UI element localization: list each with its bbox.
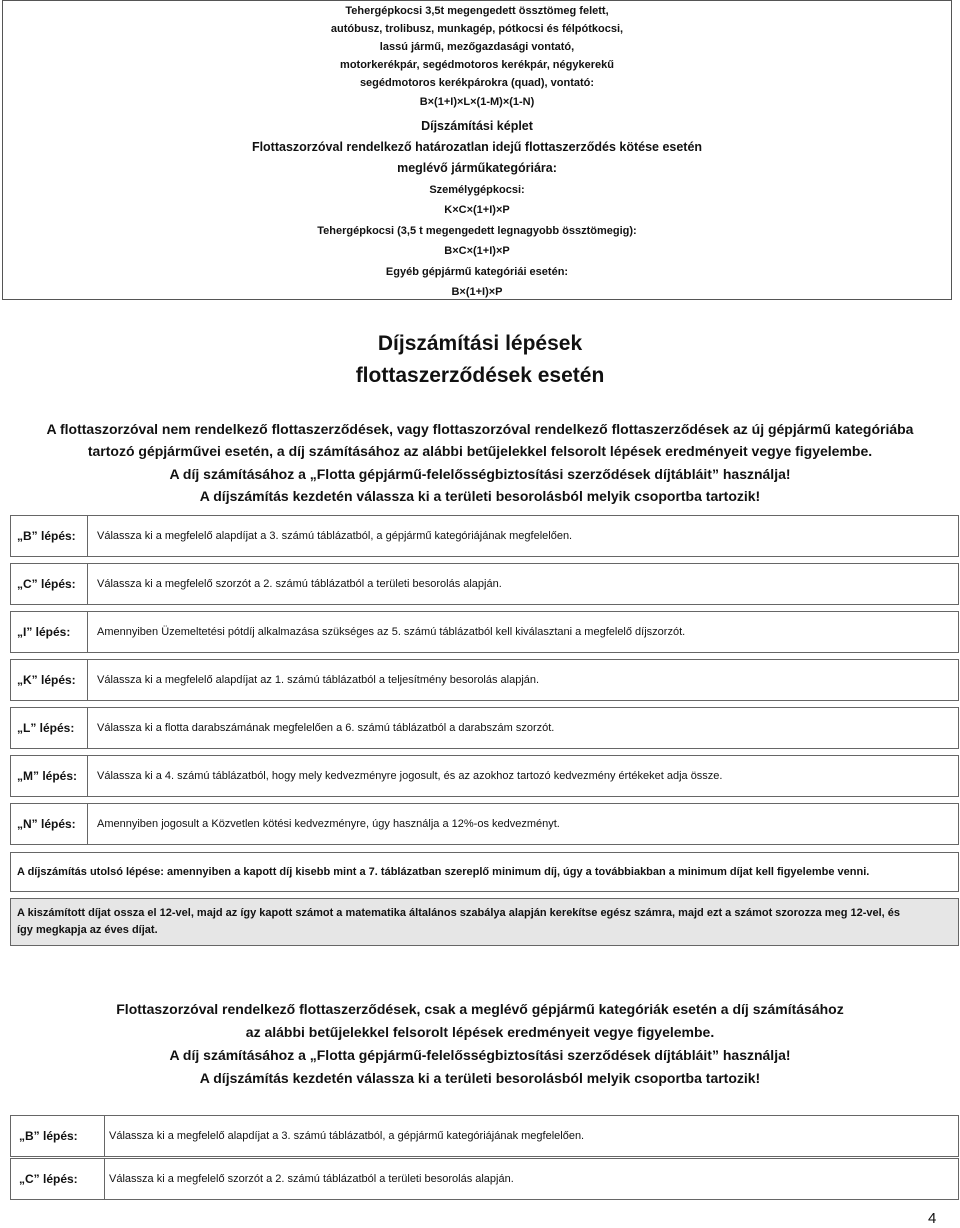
step-text: Válassza ki a megfelelő alapdíjat a 3. számú táblázatból, a gépjármű kategóriájának megfelelően. (97, 530, 573, 542)
vehicle-formula: B×(1+I)×L×(1-M)×(1-N) (419, 96, 535, 108)
formula-subtitle-1: Flottaszorzóval rendelkező határozatlan idejű flottaszerződés kötése esetén (251, 140, 703, 154)
step-label: „N” lépés: (11, 804, 88, 844)
step-text: Válassza ki a megfelelő alapdíjat a 3. számú táblázatból, a gépjármű kategóriájának megfelelően. (109, 1130, 585, 1142)
category-3-label: Egyéb gépjármű kategóriái esetén: (385, 266, 569, 278)
last-step-note: A díjszámítás utolsó lépése: amennyiben a kapott díj kisebb mint a 7. táblázatban szereplő minimum díj, úgy a továbbiakban a minimum díjat kell figyelembe venni. (10, 852, 959, 892)
category-1-label: Személygépkocsi: (429, 184, 525, 196)
annual-fee-line-1: A kiszámított díjat ossza el 12-vel, majd az így kapott számot a matematika általános szabálya alapján kerekítse egész számra, majd ezt a számot szorozza meg 12-vel, és (17, 907, 901, 919)
formula-title: Díjszámítási képlet (421, 119, 533, 133)
vehicle-list-line-1: Tehergépkocsi 3,5t megengedett össztömeg felett, (345, 5, 609, 17)
vehicle-list-line-5: segédmotoros kerékpárokra (quad), vontató: (359, 77, 595, 89)
category-1-formula: K×C×(1+I)×P (444, 204, 510, 216)
intro-line-4: A díjszámítás kezdetén válassza ki a területi besorolásból melyik csoportba tartozik! (199, 488, 761, 504)
step-text: Válassza ki a 4. számú táblázatból, hogy mely kedvezményre jogosult, és az azokhoz tartozó kedvezmény értékeket adja össze. (97, 770, 723, 782)
vehicle-list-line-3: lassú jármű, mezőgazdasági vontató, (379, 41, 575, 53)
step-row-k (10, 659, 959, 701)
step-text: Válassza ki a megfelelő szorzót a 2. számú táblázatból a területi besorolás alapján. (97, 578, 502, 590)
step-text: Amennyiben Üzemeltetési pótdíj alkalmazása szükséges az 5. számú táblázatból kell kiválasztani a megfelelő díjszorzót. (97, 626, 686, 638)
intro-line-1: A flottaszorzóval nem rendelkező flottaszerződések, vagy flottaszorzóval rendelkező flottaszerződések az új gépjármű kategóriába (46, 421, 914, 437)
second-intro-line-3: A díj számításához a „Flotta gépjármű-felelősségbiztosítási szerződések díjtábláit” használja! (169, 1047, 791, 1063)
step-row-i (10, 611, 959, 653)
step-label: „B” lépés: (11, 516, 88, 556)
formula-box (2, 0, 952, 300)
step-label: „B” lépés: (11, 1116, 105, 1156)
step-label: „I” lépés: (11, 612, 88, 652)
step-text: Válassza ki a flotta darabszámának megfelelően a 6. számú táblázatból a darabszám szorzót. (97, 722, 555, 734)
step-label: „L” lépés: (11, 708, 88, 748)
step-label: „C” lépés: (11, 564, 88, 604)
category-2-formula: B×C×(1+I)×P (444, 245, 510, 257)
step-row-l (10, 707, 959, 749)
intro-line-3: A díj számításához a „Flotta gépjármű-felelősségbiztosítási szerződések díjtábláit” használja! (169, 466, 791, 482)
step-row-n (10, 803, 959, 845)
annual-fee-note (10, 898, 959, 946)
step-label: „C” lépés: (11, 1159, 105, 1199)
step-label: „M” lépés: (11, 756, 88, 796)
category-2-label: Tehergépkocsi (3,5 t megengedett legnagyobb össztömegig): (317, 225, 637, 237)
step2-row-b (10, 1115, 959, 1157)
intro-line-2: tartozó gépjárművei esetén, a díj számításához az alábbi betűjelekkel felsorolt lépések eredményeit vegye figyelembe. (87, 443, 873, 459)
category-3-formula: B×(1+I)×P (451, 286, 503, 298)
vehicle-list-line-2: autóbusz, trolibusz, munkagép, pótkocsi és félpótkocsi, (330, 23, 624, 35)
step2-row-c (10, 1158, 959, 1200)
step-row-m (10, 755, 959, 797)
vehicle-list-line-4: motorkerékpár, segédmotoros kerékpár, négykerekű (340, 59, 614, 71)
second-intro-line-2: az alábbi betűjelekkel felsorolt lépések eredményeit vegye figyelembe. (245, 1024, 715, 1040)
second-intro-line-4: A díjszámítás kezdetén válassza ki a területi besorolásból melyik csoportba tartozik! (199, 1070, 761, 1086)
step-text: Válassza ki a megfelelő szorzót a 2. számú táblázatból a területi besorolás alapján. (109, 1173, 514, 1185)
step-row-b (10, 515, 959, 557)
step-text: Válassza ki a megfelelő alapdíjat az 1. számú táblázatból a teljesítmény besorolás alapján. (97, 674, 540, 686)
section-heading-1: Díjszámítási lépések (377, 332, 583, 355)
step-row-c (10, 563, 959, 605)
section-heading-2: flottaszerződések esetén (355, 364, 605, 387)
second-intro-line-1: Flottaszorzóval rendelkező flottaszerződések, csak a meglévő gépjármű kategóriák esetén a díj számításához (116, 1001, 844, 1017)
step-text: Amennyiben jogosult a Közvetlen kötési kedvezményre, úgy használja a 12%-os kedvezményt. (97, 818, 560, 830)
annual-fee-line-2: így megkapja az éves díjat. (17, 924, 158, 936)
step-label: „K” lépés: (11, 660, 88, 700)
formula-subtitle-2: meglévő járműkategóriára: (397, 161, 557, 175)
page-number: 4 (928, 1210, 937, 1227)
